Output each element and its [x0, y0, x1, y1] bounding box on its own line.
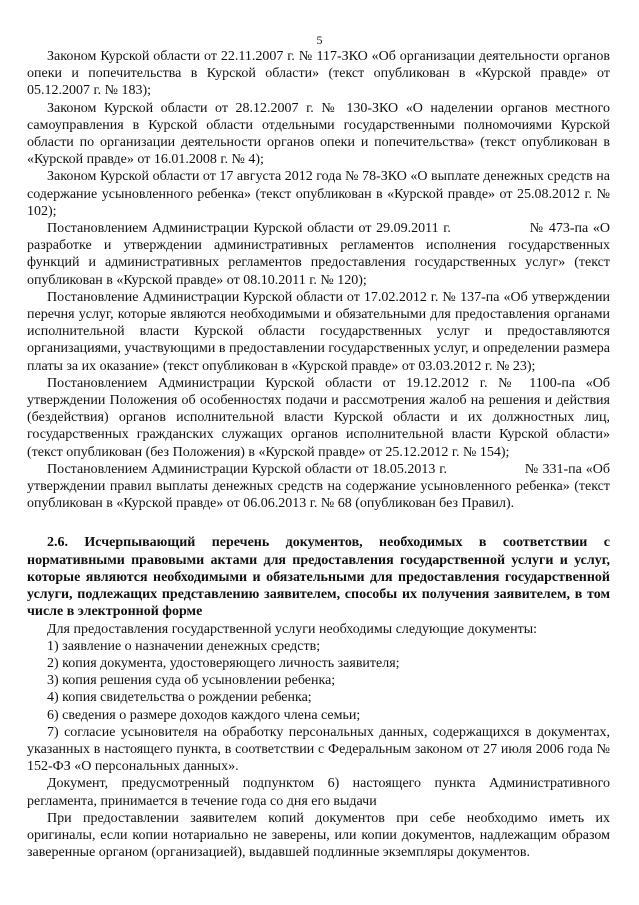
paragraph-resolution-137: Постановление Администрации Курской области от 17.02.2012 г. № 137-па «Об утверждении перечня услуг, которые являются необходимыми и обязательными для предоставления органами исполнительной власти Курской области государственных услуг и предоставляются организациями, участвующими в предоставлении государственных услуг, и определении размера платы за их оказание» (текст опубликован в «Курской правде» от 03.03.2012 г. № 23); — [27, 289, 610, 374]
closing-paragraph-originals: При предоставлении заявителем копий документов при себе необходимо иметь их оригиналы, если копии нотариально не заверены, или копии документов, надлежащим образом заверенные органом (организацией), выдавшей подлинные экземпляры документов. — [27, 810, 610, 861]
documents-intro: Для предоставления государственной услуги необходимы следующие документы: — [47, 621, 538, 637]
documents-list — [27, 638, 610, 776]
paragraph-law-78: Законом Курской области от 17 августа 2012 года № 78-ЗКО «О выплате денежных средств на содержание усыновленного ребенка» (текст опубликован в «Курской правде» от 25.08.2012 г. № 102); — [27, 169, 610, 219]
list-item: 1) заявление о назначении денежных средств; — [47, 638, 321, 654]
closing-paragraph-validity: Документ, предусмотренный подпунктом 6) настоящего пункта Административного регламента, принимается в течение года со дня его выдачи — [27, 776, 610, 809]
list-item: 2) копия документа, удостоверяющего личность заявителя; — [47, 655, 400, 671]
list-item: 6) сведения о размере доходов каждого члена семьи; — [47, 707, 361, 723]
list-item: 3) копия решения суда об усыновлении ребенка; — [47, 673, 336, 689]
page-number: 5 — [316, 33, 323, 47]
paragraph-law-117: Законом Курской области от 22.11.2007 г. № 117-ЗКО «Об организации деятельности органов опеки и попечительства в Курской области» (текст опубликован в «Курской правде» от 05.12.2007 г. № 183); — [27, 49, 610, 99]
section-heading: 2.6. Исчерпывающий перечень документов, необходимых в соответствии с нормативными правовыми актами для предоставления государственной услуги и услуг, которые являются необходимыми и обязательными для предоставления государственной услуги, подлежащих представлению заявителем, способы их получения заявителем, в том числе в электронной форме — [27, 535, 610, 620]
list-item: 7) согласие усыновителя на обработку персональных данных, содержащихся в документах, указанных в настоящего пункта, в соответствии с Федеральным законом от 27 июля 2006 года № 152-ФЗ «О персональных данных». — [27, 724, 610, 775]
list-item: 4) копия свидетельства о рождении ребенка; — [47, 690, 312, 706]
document-body — [27, 48, 614, 861]
paragraph-resolution-331: Постановлением Администрации Курской области от 18.05.2013 г. № 331-па «Об утверждении правил выплаты денежных средств на содержание усыновленного ребенка» (текст опубликован в «Курской правде» от 06.06.2013 г. № 68 (опубликован без Правил). — [27, 461, 614, 512]
paragraph-resolution-1100: Постановлением Администрации Курской области от 19.12.2012 г. № 1100-па «Об утверждении Положения об особенностях подачи и рассмотрения жалоб на решения и действия (бездействия) органов исполнительной власти Курской области и их должностных лиц, государственных гражданских служащих органов исполнительной власти Курской области» (текст опубликован (без Положения) в «Курской правде» от 25.12.2012 г. № 154); — [27, 375, 610, 460]
paragraph-resolution-473: Постановлением Администрации Курской области от 29.09.2011 г. № 473-па «О разработке и утверждении административных регламентов исполнения государственных функций и административных регламентов предоставления государственных услуг» (текст опубликован в «Курской правде» от 08.10.2011 г. № 120); — [27, 221, 614, 288]
paragraph-law-130: Законом Курской области от 28.12.2007 г. № 130-ЗКО «О наделении органов местного самоуправления в Курской области отдельными государственными полномочиями Курской области по организации деятельности органов опеки и попечительства» (текст опубликован в «Курской правде» от 16.01.2008 г. № 4); — [27, 100, 610, 168]
